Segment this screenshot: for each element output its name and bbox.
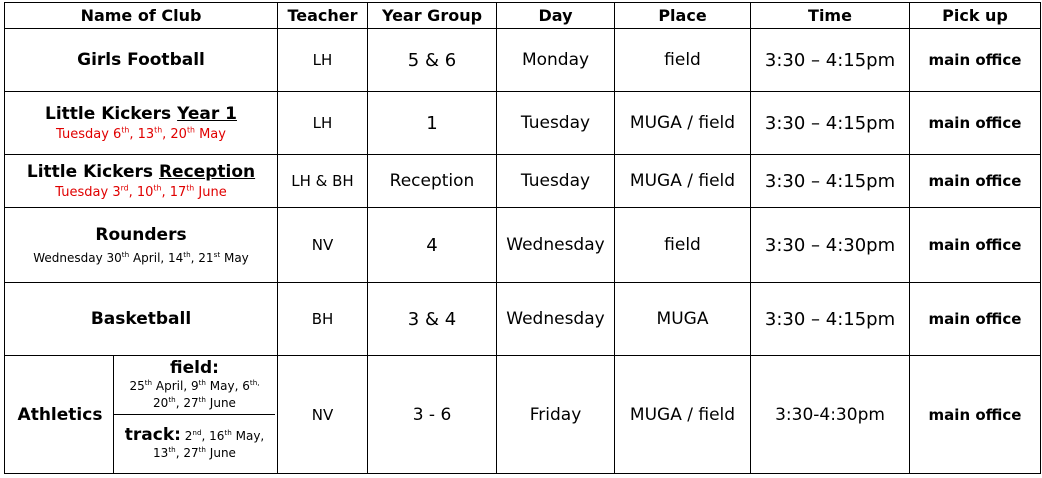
date-text: , 27 — [175, 445, 199, 460]
date-text: Tuesday 6 — [56, 127, 122, 142]
year-cell: 3 & 4 — [368, 283, 497, 356]
place-cell: MUGA / field — [615, 356, 751, 474]
date-suffix: th — [186, 183, 195, 193]
date-suffix: th — [154, 125, 163, 135]
teacher-cell: LH & BH — [278, 155, 368, 208]
table-row — [5, 208, 1041, 283]
date-text: June — [194, 185, 227, 200]
year-cell: 3 - 6 — [368, 356, 497, 474]
athletics-field-session — [114, 356, 275, 414]
place-cell: field — [615, 29, 751, 92]
pickup-cell: main office — [910, 29, 1041, 92]
club-name-cell — [5, 155, 278, 208]
clubs-table — [4, 2, 1041, 474]
day-cell: Wednesday — [497, 283, 615, 356]
club-dates — [7, 127, 275, 142]
date-suffix: st — [213, 250, 221, 259]
place-cell: field — [615, 208, 751, 283]
day-cell: Tuesday — [497, 155, 615, 208]
session-dates — [129, 378, 259, 412]
date-text: 25 — [129, 379, 145, 393]
date-text: , 13 — [129, 127, 155, 142]
date-text: May — [220, 251, 249, 265]
date-text: April, 9 — [152, 379, 199, 393]
date-text: June — [205, 445, 236, 460]
club-name: Girls Football — [77, 50, 205, 70]
year-cell: Reception — [368, 155, 497, 208]
time-cell: 3:30 – 4:15pm — [751, 283, 910, 356]
club-name: Athletics — [7, 356, 114, 473]
date-text: , 10 — [128, 185, 154, 200]
teacher-cell: NV — [278, 208, 368, 283]
club-name: Rounders — [95, 225, 187, 245]
date-text: Wednesday 30 — [33, 251, 122, 265]
date-suffix: th — [121, 125, 130, 135]
club-name — [7, 104, 275, 124]
day-cell: Monday — [497, 29, 615, 92]
time-cell: 3:30-4:30pm — [751, 356, 910, 474]
table-row — [5, 283, 1041, 356]
club-dates — [7, 251, 275, 265]
teacher-cell: LH — [278, 92, 368, 155]
date-suffix: nd — [192, 427, 202, 437]
date-suffix: th — [144, 378, 153, 387]
table-row — [5, 29, 1041, 92]
time-cell: 3:30 – 4:30pm — [751, 208, 910, 283]
pickup-cell: main office — [910, 208, 1041, 283]
date-text: May — [194, 127, 226, 142]
date-suffix: th — [121, 250, 130, 259]
date-text: , 21 — [190, 251, 214, 265]
date-text: 13 — [153, 445, 169, 460]
club-name-cell — [5, 29, 278, 92]
date-text: June — [205, 396, 236, 410]
pickup-cell: main office — [910, 356, 1041, 474]
date-text: , 20 — [162, 127, 187, 142]
teacher-cell: NV — [278, 356, 368, 474]
date-suffix: th — [168, 444, 176, 454]
date-suffix: th — [198, 395, 206, 404]
athletics-sessions — [114, 356, 275, 473]
club-name-cell — [5, 92, 278, 155]
header-year-group: Year Group — [368, 3, 497, 29]
club-name-prefix: Little Kickers — [45, 104, 172, 124]
club-name-group: Reception — [158, 162, 256, 182]
date-suffix: th — [224, 427, 232, 437]
date-suffix: th — [183, 250, 191, 259]
pickup-cell: main office — [910, 283, 1041, 356]
session-heading: field: — [170, 358, 219, 378]
club-name-cell — [5, 283, 278, 356]
session-heading: track: — [124, 424, 181, 445]
place-cell: MUGA / field — [615, 92, 751, 155]
club-name-cell — [5, 356, 278, 474]
date-text: , 27 — [175, 396, 199, 410]
date-suffix: rd — [120, 183, 129, 193]
table-row — [5, 92, 1041, 155]
club-name-group: Year 1 — [177, 104, 237, 124]
date-text: , 17 — [161, 185, 187, 200]
place-cell: MUGA / field — [615, 155, 751, 208]
date-suffix: th — [198, 444, 206, 454]
time-cell: 3:30 – 4:15pm — [751, 29, 910, 92]
club-name — [7, 162, 275, 182]
day-cell: Tuesday — [497, 92, 615, 155]
date-text: May, 6 — [205, 379, 250, 393]
date-text: Tuesday 3 — [55, 185, 121, 200]
table-row — [5, 155, 1041, 208]
header-time: Time — [751, 3, 910, 29]
pickup-cell: main office — [910, 92, 1041, 155]
date-text: 20 — [153, 396, 169, 410]
year-cell: 1 — [368, 92, 497, 155]
club-name-cell — [5, 208, 278, 283]
header-pickup: Pick up — [910, 3, 1041, 29]
athletics-block — [7, 356, 275, 473]
teacher-cell: LH — [278, 29, 368, 92]
date-text: April, 14 — [129, 251, 184, 265]
session-dates — [124, 424, 265, 462]
pickup-cell: main office — [910, 155, 1041, 208]
table-row — [5, 356, 1041, 474]
date-suffix: th — [198, 378, 206, 387]
time-cell: 3:30 – 4:15pm — [751, 92, 910, 155]
header-place: Place — [615, 3, 751, 29]
year-cell: 4 — [368, 208, 497, 283]
day-cell: Friday — [497, 356, 615, 474]
date-text: 2 — [180, 428, 193, 443]
date-text: May, — [231, 428, 265, 443]
place-cell: MUGA — [615, 283, 751, 356]
date-text: , 16 — [201, 428, 225, 443]
date-suffix: th, — [249, 378, 260, 387]
year-cell: 5 & 6 — [368, 29, 497, 92]
date-suffix: th — [186, 125, 195, 135]
date-suffix: th — [153, 183, 162, 193]
teacher-cell: BH — [278, 283, 368, 356]
club-name: Basketball — [90, 309, 192, 329]
club-name-prefix: Little Kickers — [26, 162, 154, 182]
header-day: Day — [497, 3, 615, 29]
athletics-track-session — [114, 414, 275, 473]
time-cell: 3:30 – 4:15pm — [751, 155, 910, 208]
header-teacher: Teacher — [278, 3, 368, 29]
day-cell: Wednesday — [497, 208, 615, 283]
header-name: Name of Club — [5, 3, 278, 29]
club-dates — [7, 185, 275, 200]
date-suffix: th — [168, 395, 176, 404]
header-row — [5, 3, 1041, 29]
